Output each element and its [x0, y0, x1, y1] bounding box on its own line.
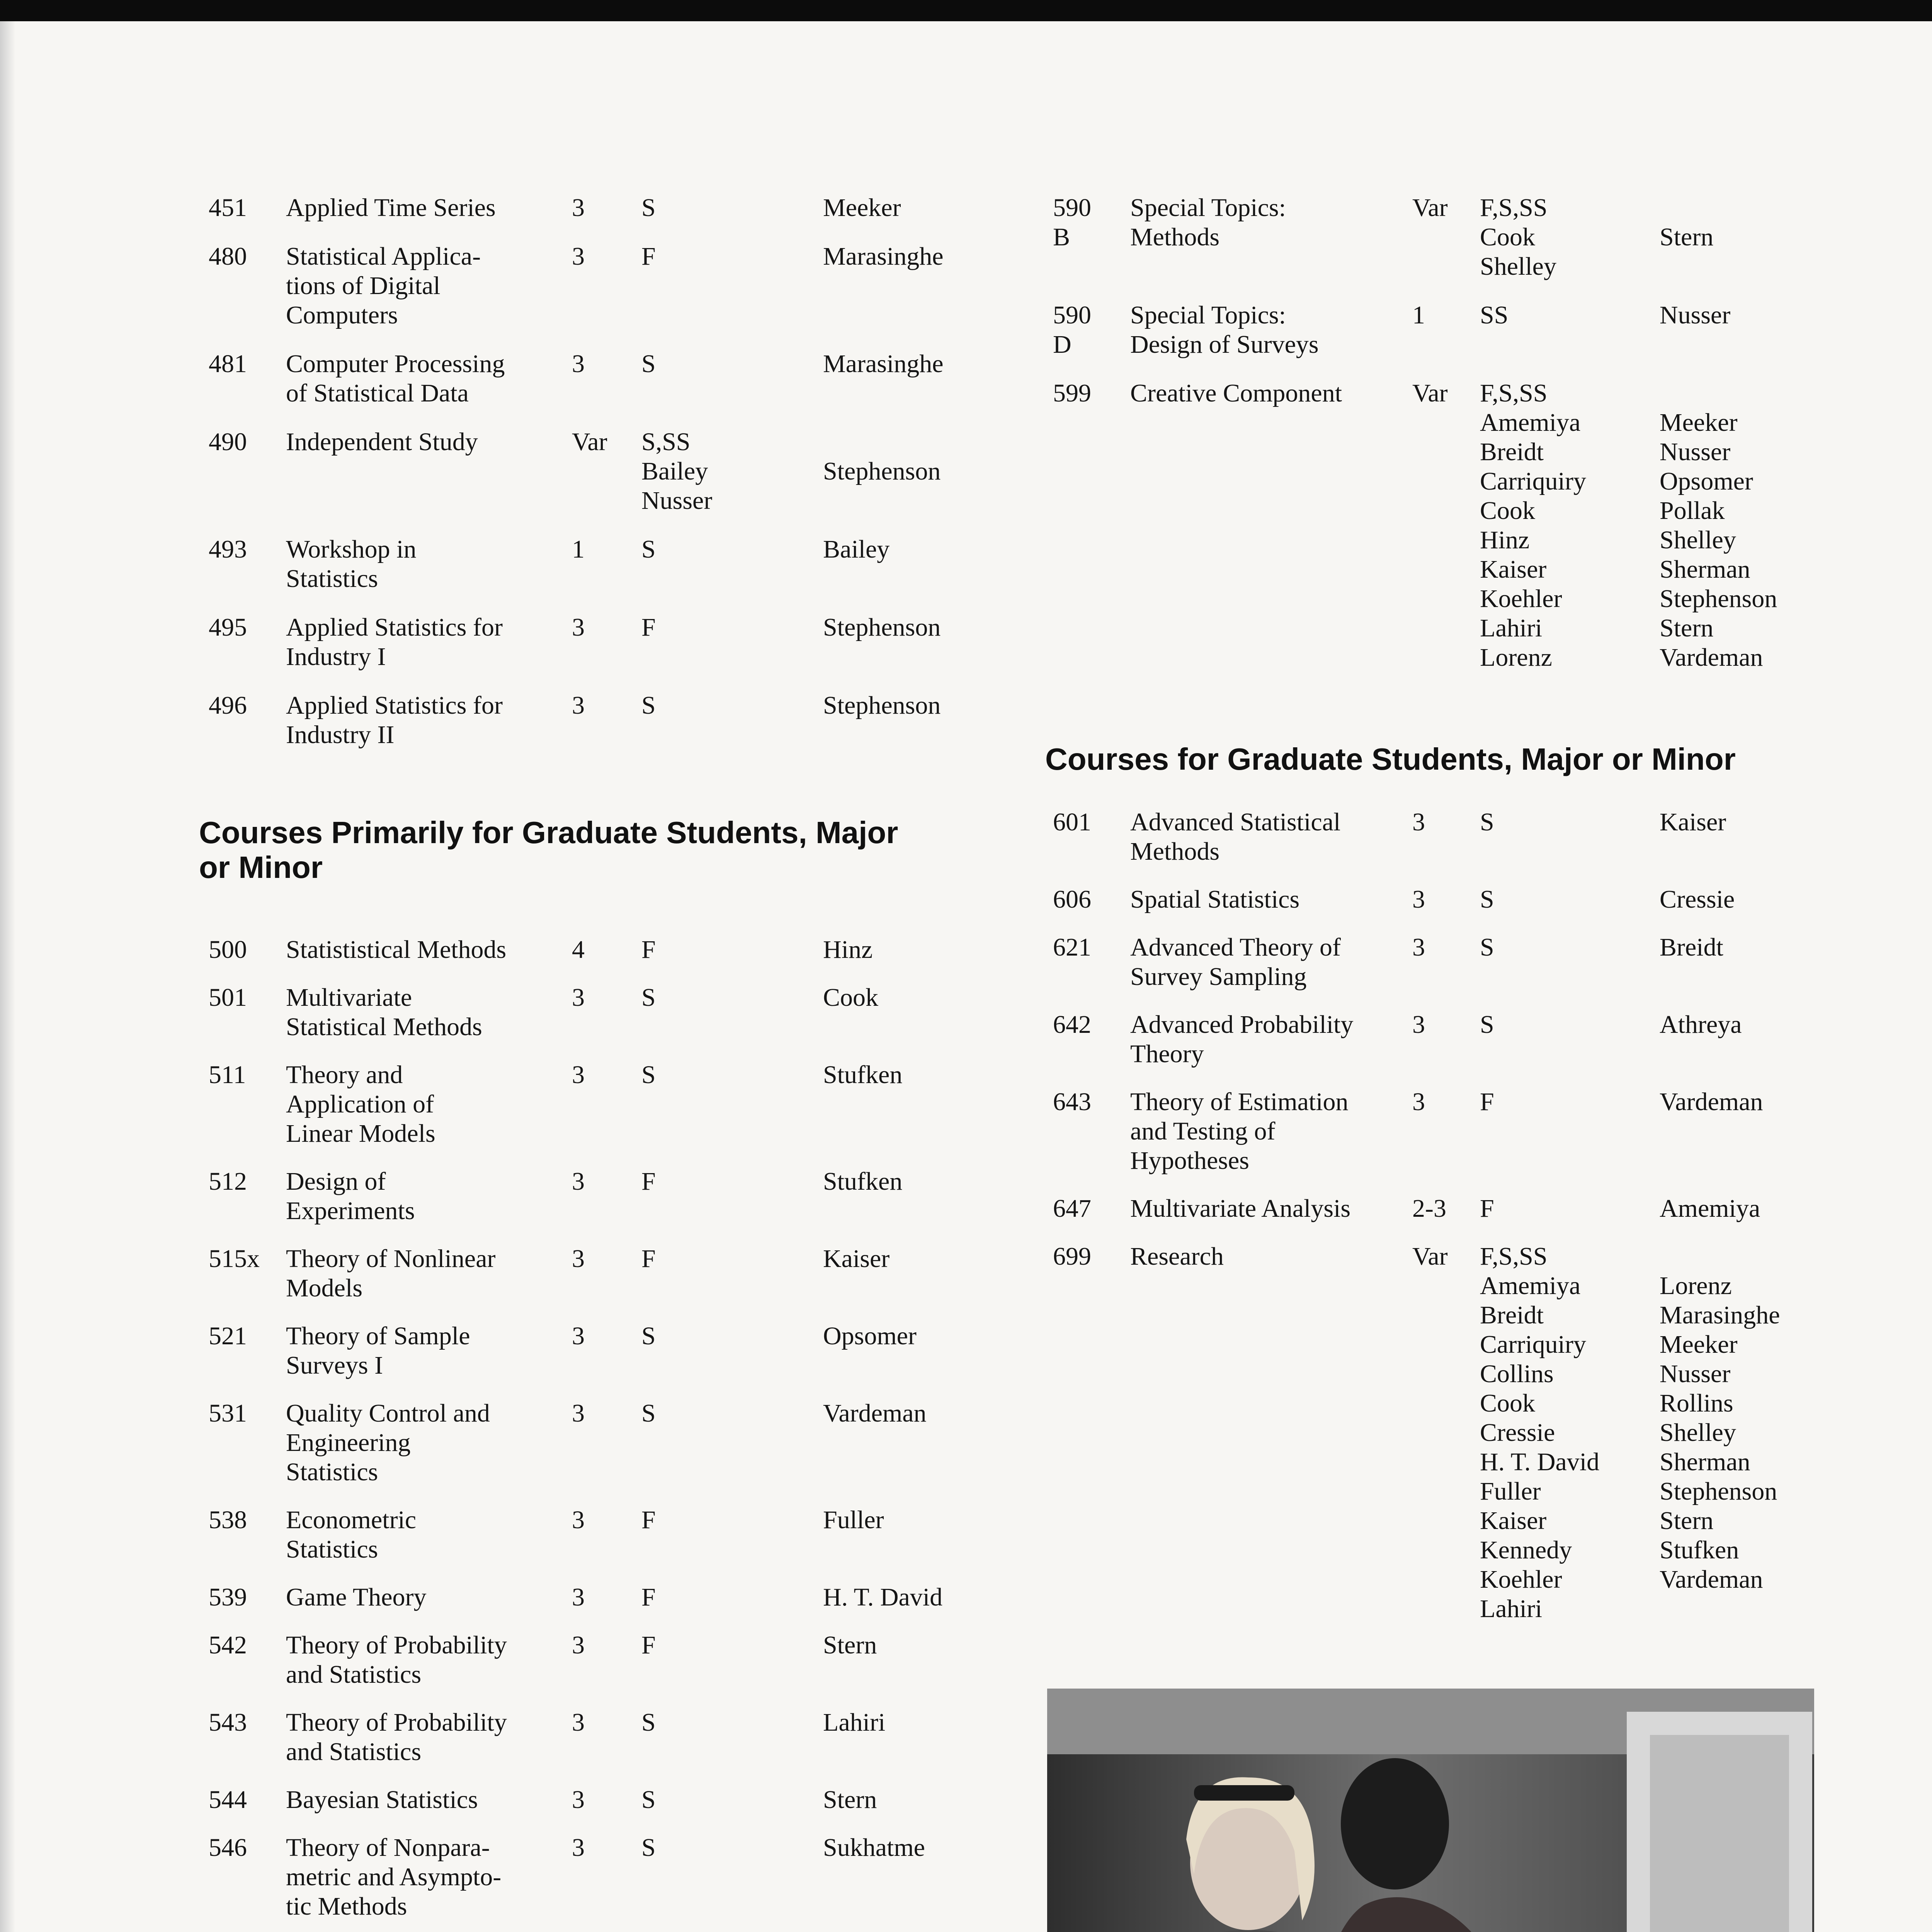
course-credits: 3 [572, 1631, 585, 1659]
course-title: Theory of Estimation and Testing of Hypotheses [1130, 1088, 1349, 1175]
course-title: Bayesian Statistics [286, 1786, 478, 1814]
course-number: 542 [209, 1631, 247, 1659]
course-credits: 3 [572, 1506, 585, 1534]
course-semester: S [641, 1322, 656, 1350]
course-number: 511 [209, 1061, 246, 1089]
course-number: 543 [209, 1708, 247, 1736]
course-credits: 3 [1412, 933, 1425, 961]
course-semester: F [641, 935, 656, 964]
course-title: Research [1130, 1242, 1224, 1270]
course-credits: 3 [572, 613, 585, 641]
course-title: Econometric Statistics [286, 1506, 417, 1563]
course-number: 495 [209, 613, 247, 641]
course-instructor: Opsomer [823, 1322, 917, 1350]
course-number: 481 [209, 350, 247, 378]
scan-binding-shadow [0, 21, 15, 1932]
course-instructor: Stephenson [823, 457, 941, 485]
course-title: Applied Statistics for Industry II [286, 691, 503, 749]
right-course-list-graduate [1053, 808, 1845, 1642]
course-title: Theory of Nonlinear Models [286, 1245, 496, 1302]
course-semester: F [641, 1506, 656, 1534]
course-instructor: Stern [823, 1786, 877, 1814]
course-credits: 3 [572, 1399, 585, 1427]
course-row [209, 691, 1039, 750]
course-instructor: Stephenson [823, 613, 941, 641]
course-instructor: Stephenson [823, 691, 941, 719]
course-credits: 1 [1412, 301, 1425, 329]
course-title: Game Theory [286, 1583, 427, 1611]
course-credits: 3 [572, 1708, 585, 1736]
course-credits: 3 [572, 194, 585, 222]
course-title: Special Topics: Methods [1130, 194, 1286, 251]
course-title: Theory and Application of Linear Models [286, 1061, 435, 1148]
course-title: Advanced Probability Theory [1130, 1010, 1354, 1068]
course-number: 699 [1053, 1242, 1091, 1270]
course-title: Advanced Theory of Survey Sampling [1130, 933, 1341, 991]
course-semester: S [641, 1786, 656, 1814]
course-instructor: Nusser [1660, 301, 1731, 329]
left-course-list-upper [209, 193, 1039, 769]
left-course-list-graduate [209, 935, 1039, 1932]
course-row [209, 1505, 1039, 1564]
course-row [1053, 1010, 1845, 1069]
course-row [209, 1583, 1039, 1612]
course-number: 496 [209, 691, 247, 719]
course-title: Computer Processing of Statistical Data [286, 350, 505, 407]
course-semester: F,S,SS Amemiya Breidt Carriquiry Collins Cook Cressie H. T. David Fuller Kaiser Kennedy Koehler Lahiri [1480, 1242, 1600, 1623]
course-title: Quality Control and Engineering Statistics [286, 1399, 490, 1486]
course-credits: 3 [572, 1245, 585, 1273]
course-row [209, 1060, 1039, 1148]
course-number: 500 [209, 935, 247, 964]
course-semester: F [641, 242, 656, 270]
course-semester: F [641, 1631, 656, 1659]
course-row [209, 1785, 1039, 1815]
course-row [209, 1708, 1039, 1767]
course-semester: F,S,SS Cook Shelley [1480, 194, 1556, 281]
right-section-heading: Courses for Graduate Students, Major or Minor [1045, 742, 1736, 776]
course-title: Applied Statistics for Industry I [286, 613, 503, 671]
course-instructor: H. T. David [823, 1583, 943, 1611]
course-title: Multivariate Statistical Methods [286, 983, 482, 1041]
teaching-assistants-photo [1047, 1689, 1814, 1932]
course-instructor: Stern [823, 1631, 877, 1659]
course-credits: 3 [572, 1583, 585, 1611]
course-number: 643 [1053, 1088, 1091, 1116]
course-title: Theory of Probability and Statistics [286, 1708, 507, 1766]
course-semester: F,S,SS Amemiya Breidt Carriquiry Cook Hinz Kaiser Koehler Lahiri Lorenz [1480, 379, 1586, 672]
course-credits: 3 [1412, 885, 1425, 913]
course-title: Creative Component [1130, 379, 1342, 407]
course-semester: S [641, 983, 656, 1012]
course-number: 531 [209, 1399, 247, 1427]
course-instructor: Amemiya [1660, 1194, 1760, 1223]
course-title: Statististical Methods [286, 935, 507, 964]
course-semester: S [1480, 885, 1494, 913]
course-row [209, 1833, 1039, 1921]
course-semester: S [641, 1399, 656, 1427]
course-row [1053, 808, 1845, 866]
photo-illustration [1047, 1689, 1814, 1932]
course-row [209, 535, 1039, 594]
course-credits: 3 [572, 242, 585, 270]
course-row [1053, 193, 1845, 281]
course-credits: 3 [572, 1322, 585, 1350]
course-instructor: Fuller [823, 1506, 884, 1534]
course-instructor: Kaiser [823, 1245, 890, 1273]
course-semester: F [1480, 1194, 1494, 1223]
course-row [209, 935, 1039, 964]
course-row [209, 983, 1039, 1042]
course-number: 512 [209, 1167, 247, 1196]
course-semester: F [641, 1245, 656, 1273]
scan-top-border [0, 0, 1932, 21]
course-number: 599 [1053, 379, 1091, 407]
course-credits: 3 [572, 691, 585, 719]
course-instructor: Lorenz Marasinghe Meeker Nusser Rollins Shelley Sherman Stephenson Stern Stufken Vardeman [1660, 1272, 1780, 1594]
course-instructor: Marasinghe [823, 350, 944, 378]
course-row [209, 1167, 1039, 1226]
course-row [209, 613, 1039, 672]
course-row [209, 242, 1039, 330]
course-semester: S [641, 535, 656, 563]
course-number: 515x [209, 1245, 260, 1273]
course-number: 521 [209, 1322, 247, 1350]
right-course-list-upper [1053, 193, 1845, 692]
course-row [209, 193, 1039, 223]
course-row [1053, 301, 1845, 359]
course-number: 501 [209, 983, 247, 1012]
course-credits: 3 [572, 1833, 585, 1862]
course-credits: Var [572, 428, 607, 456]
course-instructor: Stern [1660, 223, 1714, 251]
course-title: Design of Experiments [286, 1167, 415, 1225]
course-number: 621 [1053, 933, 1091, 961]
course-title: Spatial Statistics [1130, 885, 1300, 913]
course-semester: S [641, 691, 656, 719]
course-instructor: Stufken [823, 1061, 903, 1089]
course-row [209, 427, 1039, 515]
course-number: 451 [209, 194, 247, 222]
course-title: Theory of Sample Surveys I [286, 1322, 470, 1379]
course-semester: F [641, 1167, 656, 1196]
course-semester: S [1480, 933, 1494, 961]
course-title: Theory of Probability and Statistics [286, 1631, 507, 1689]
course-credits: Var [1412, 194, 1448, 222]
course-credits: 3 [1412, 1010, 1425, 1039]
course-credits: Var [1412, 1242, 1448, 1270]
course-instructor: Kaiser [1660, 808, 1726, 836]
course-semester: S [1480, 808, 1494, 836]
course-semester: S,SS Bailey Nusser [641, 428, 713, 515]
course-number: 590 B [1053, 194, 1091, 251]
course-semester: F [641, 1583, 656, 1611]
course-credits: 3 [572, 1786, 585, 1814]
course-title: Workshop in Statistics [286, 535, 417, 593]
course-title: Statistical Applica- tions of Digital Computers [286, 242, 481, 329]
course-instructor: Lahiri [823, 1708, 886, 1736]
course-instructor: Meeker Nusser Opsomer Pollak Shelley Sherman Stephenson Stern Vardeman [1660, 408, 1777, 672]
course-instructor: Hinz [823, 935, 873, 964]
course-row [209, 349, 1039, 408]
course-instructor: Stufken [823, 1167, 903, 1196]
course-instructor: Bailey [823, 535, 890, 563]
course-title: Applied Time Series [286, 194, 496, 222]
course-instructor: Breidt [1660, 933, 1723, 961]
course-number: 606 [1053, 885, 1091, 913]
course-credits: 3 [572, 983, 585, 1012]
course-instructor: Marasinghe [823, 242, 944, 270]
course-instructor: Cressie [1660, 885, 1735, 913]
course-semester: SS [1480, 301, 1509, 329]
left-section-heading: Courses Primarily for Graduate Students, Major or Minor [199, 815, 898, 884]
course-number: 590 D [1053, 301, 1091, 359]
course-semester: S [641, 1708, 656, 1736]
course-credits: 1 [572, 535, 585, 563]
course-credits: 3 [1412, 808, 1425, 836]
course-instructor: Vardeman [1660, 1088, 1763, 1116]
course-semester: F [1480, 1088, 1494, 1116]
course-instructor: Vardeman [823, 1399, 927, 1427]
course-number: 539 [209, 1583, 247, 1611]
course-credits: 2-3 [1412, 1194, 1446, 1223]
course-row [209, 1631, 1039, 1689]
course-title: Independent Study [286, 428, 478, 456]
course-row [209, 1321, 1039, 1380]
course-number: 647 [1053, 1194, 1091, 1223]
course-row [1053, 1242, 1845, 1624]
course-instructor: Athreya [1660, 1010, 1742, 1039]
course-credits: 4 [572, 935, 585, 964]
course-credits: Var [1412, 379, 1448, 407]
course-row [1053, 885, 1845, 914]
course-semester: S [641, 350, 656, 378]
course-title: Multivariate Analysis [1130, 1194, 1351, 1223]
course-title: Special Topics: Design of Surveys [1130, 301, 1319, 359]
course-row [209, 1399, 1039, 1487]
course-row [209, 1244, 1039, 1303]
course-semester: F [641, 613, 656, 641]
course-credits: 3 [572, 350, 585, 378]
course-semester: S [641, 194, 656, 222]
course-credits: 3 [572, 1061, 585, 1089]
course-number: 493 [209, 535, 247, 563]
course-number: 538 [209, 1506, 247, 1534]
course-instructor: Meeker [823, 194, 901, 222]
course-row [1053, 1087, 1845, 1175]
course-number: 544 [209, 1786, 247, 1814]
course-credits: 3 [572, 1167, 585, 1196]
course-number: 642 [1053, 1010, 1091, 1039]
course-instructor: Cook [823, 983, 879, 1012]
course-row [1053, 379, 1845, 672]
course-credits: 3 [1412, 1088, 1425, 1116]
course-semester: S [641, 1833, 656, 1862]
course-semester: S [1480, 1010, 1494, 1039]
course-number: 546 [209, 1833, 247, 1862]
course-title: Theory of Nonpara- metric and Asympto- tic Methods [286, 1833, 502, 1920]
course-number: 601 [1053, 808, 1091, 836]
course-title: Advanced Statistical Methods [1130, 808, 1341, 866]
course-row [1053, 1194, 1845, 1223]
course-row [1053, 933, 1845, 992]
course-number: 480 [209, 242, 247, 270]
course-instructor: Sukhatme [823, 1833, 925, 1862]
course-semester: S [641, 1061, 656, 1089]
course-number: 490 [209, 428, 247, 456]
